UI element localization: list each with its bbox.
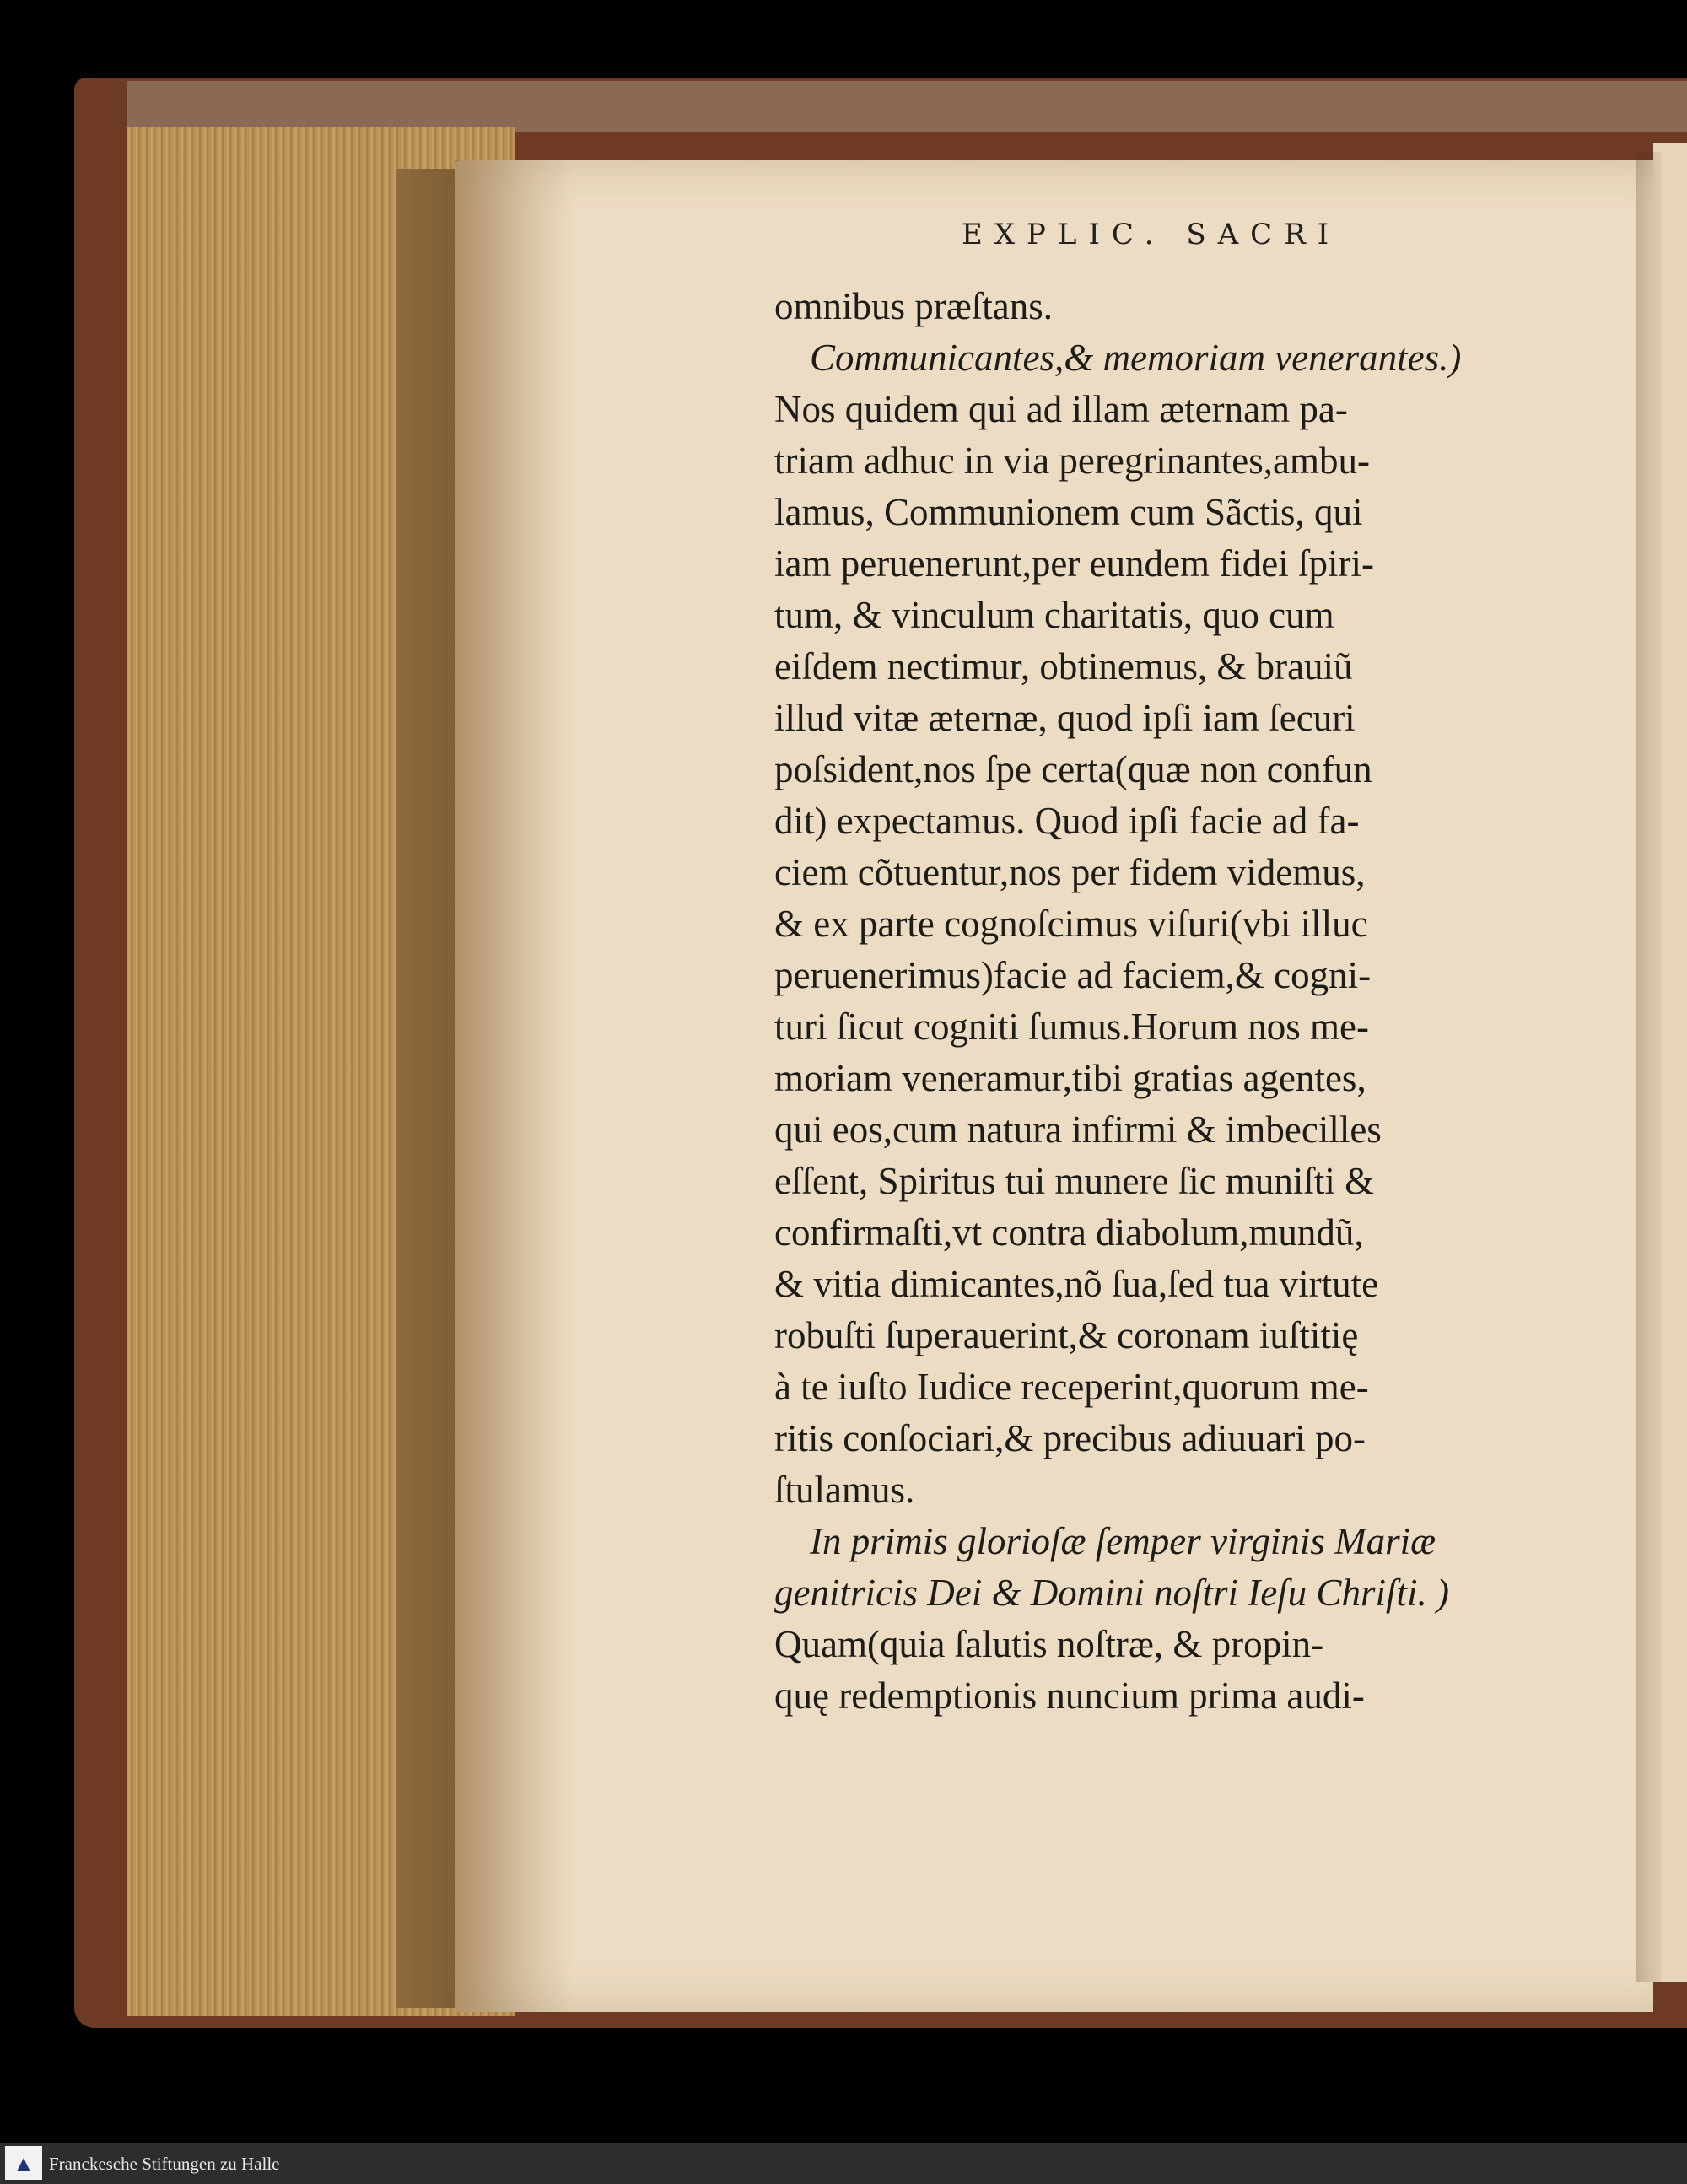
institution-logo-icon: ▲ bbox=[5, 2146, 42, 2180]
text-line: eiſdem nectimur, obtinemus, & brauiũ bbox=[774, 645, 1353, 688]
text-line: moriam veneramur,tibi gratias agentes, bbox=[774, 1057, 1366, 1099]
text-line-rubric: genitricis Dei & Domini noſtri Ieſu Chriſti. ) bbox=[774, 1572, 1449, 1614]
text-line: turi ſicut cogniti ſumus.Horum nos me- bbox=[774, 1006, 1369, 1048]
text-line: lamus, Communionem cum Sãctis, qui bbox=[774, 491, 1363, 533]
text-line: Nos quidem qui ad illam æternam pa- bbox=[774, 388, 1348, 430]
text-line: Quam(quia ſalutis noſtræ, & propin- bbox=[774, 1623, 1324, 1665]
text-line: qui eos,cum natura infirmi & imbecilles bbox=[774, 1108, 1382, 1151]
text-line: iam peruenerunt,per eundem fidei ſpiri- bbox=[774, 542, 1374, 585]
text-line: poſsident,nos ſpe certa(quæ non confun bbox=[774, 748, 1372, 790]
text-line: confirmaſti,vt contra diabolum,mundũ, bbox=[774, 1211, 1364, 1254]
footer-bar bbox=[0, 2143, 1687, 2184]
book-top-edge bbox=[127, 81, 1687, 132]
text-line: ſtulamus. bbox=[774, 1469, 915, 1511]
gutter-shade bbox=[1636, 152, 1662, 1982]
text-line-rubric: Communicantes,& memoriam venerantes.) bbox=[810, 337, 1462, 379]
text-line: & ex parte cognoſcimus viſuri(vbi illuc bbox=[774, 903, 1368, 945]
text-line: illud vitæ æternæ, quod ipſi iam ſecuri bbox=[774, 697, 1356, 739]
text-line: peruenerimus)facie ad faciem,& cogni- bbox=[774, 954, 1372, 996]
text-line: quę redemptionis nuncium prima audi- bbox=[774, 1674, 1365, 1717]
running-head: EXPLIC. SACRI bbox=[962, 218, 1341, 251]
text-line: omnibus præſtans. bbox=[774, 285, 1054, 327]
text-line: triam adhuc in via peregrinantes,ambu- bbox=[774, 439, 1370, 482]
text-line: dit) expectamus. Quod ipſi facie ad fa- bbox=[774, 800, 1360, 842]
text-line: tum, & vinculum charitatis, quo cum bbox=[774, 594, 1334, 636]
text-line: à te iuſto Iudice receperint,quorum me- bbox=[774, 1366, 1369, 1408]
text-line: ciem cõtuentur,nos per fidem videmus, bbox=[774, 851, 1366, 893]
text-line: ritis conſociari,& precibus adiuuari po- bbox=[774, 1417, 1366, 1459]
text-line: robuſti ſuperauerint,& coronam iuſtitię bbox=[774, 1314, 1359, 1356]
text-line-rubric: In primis glorioſæ ſemper virginis Mariæ bbox=[810, 1520, 1436, 1562]
footer-credit: Franckesche Stiftungen zu Halle bbox=[49, 2154, 280, 2174]
text-line: eſſent, Spiritus tui munere ſic muniſti & bbox=[774, 1160, 1375, 1202]
page-text bbox=[769, 281, 1613, 1722]
text-line: & vitia dimicantes,nõ ſua,ſed tua virtute bbox=[774, 1263, 1379, 1305]
page-stain bbox=[455, 160, 574, 2012]
